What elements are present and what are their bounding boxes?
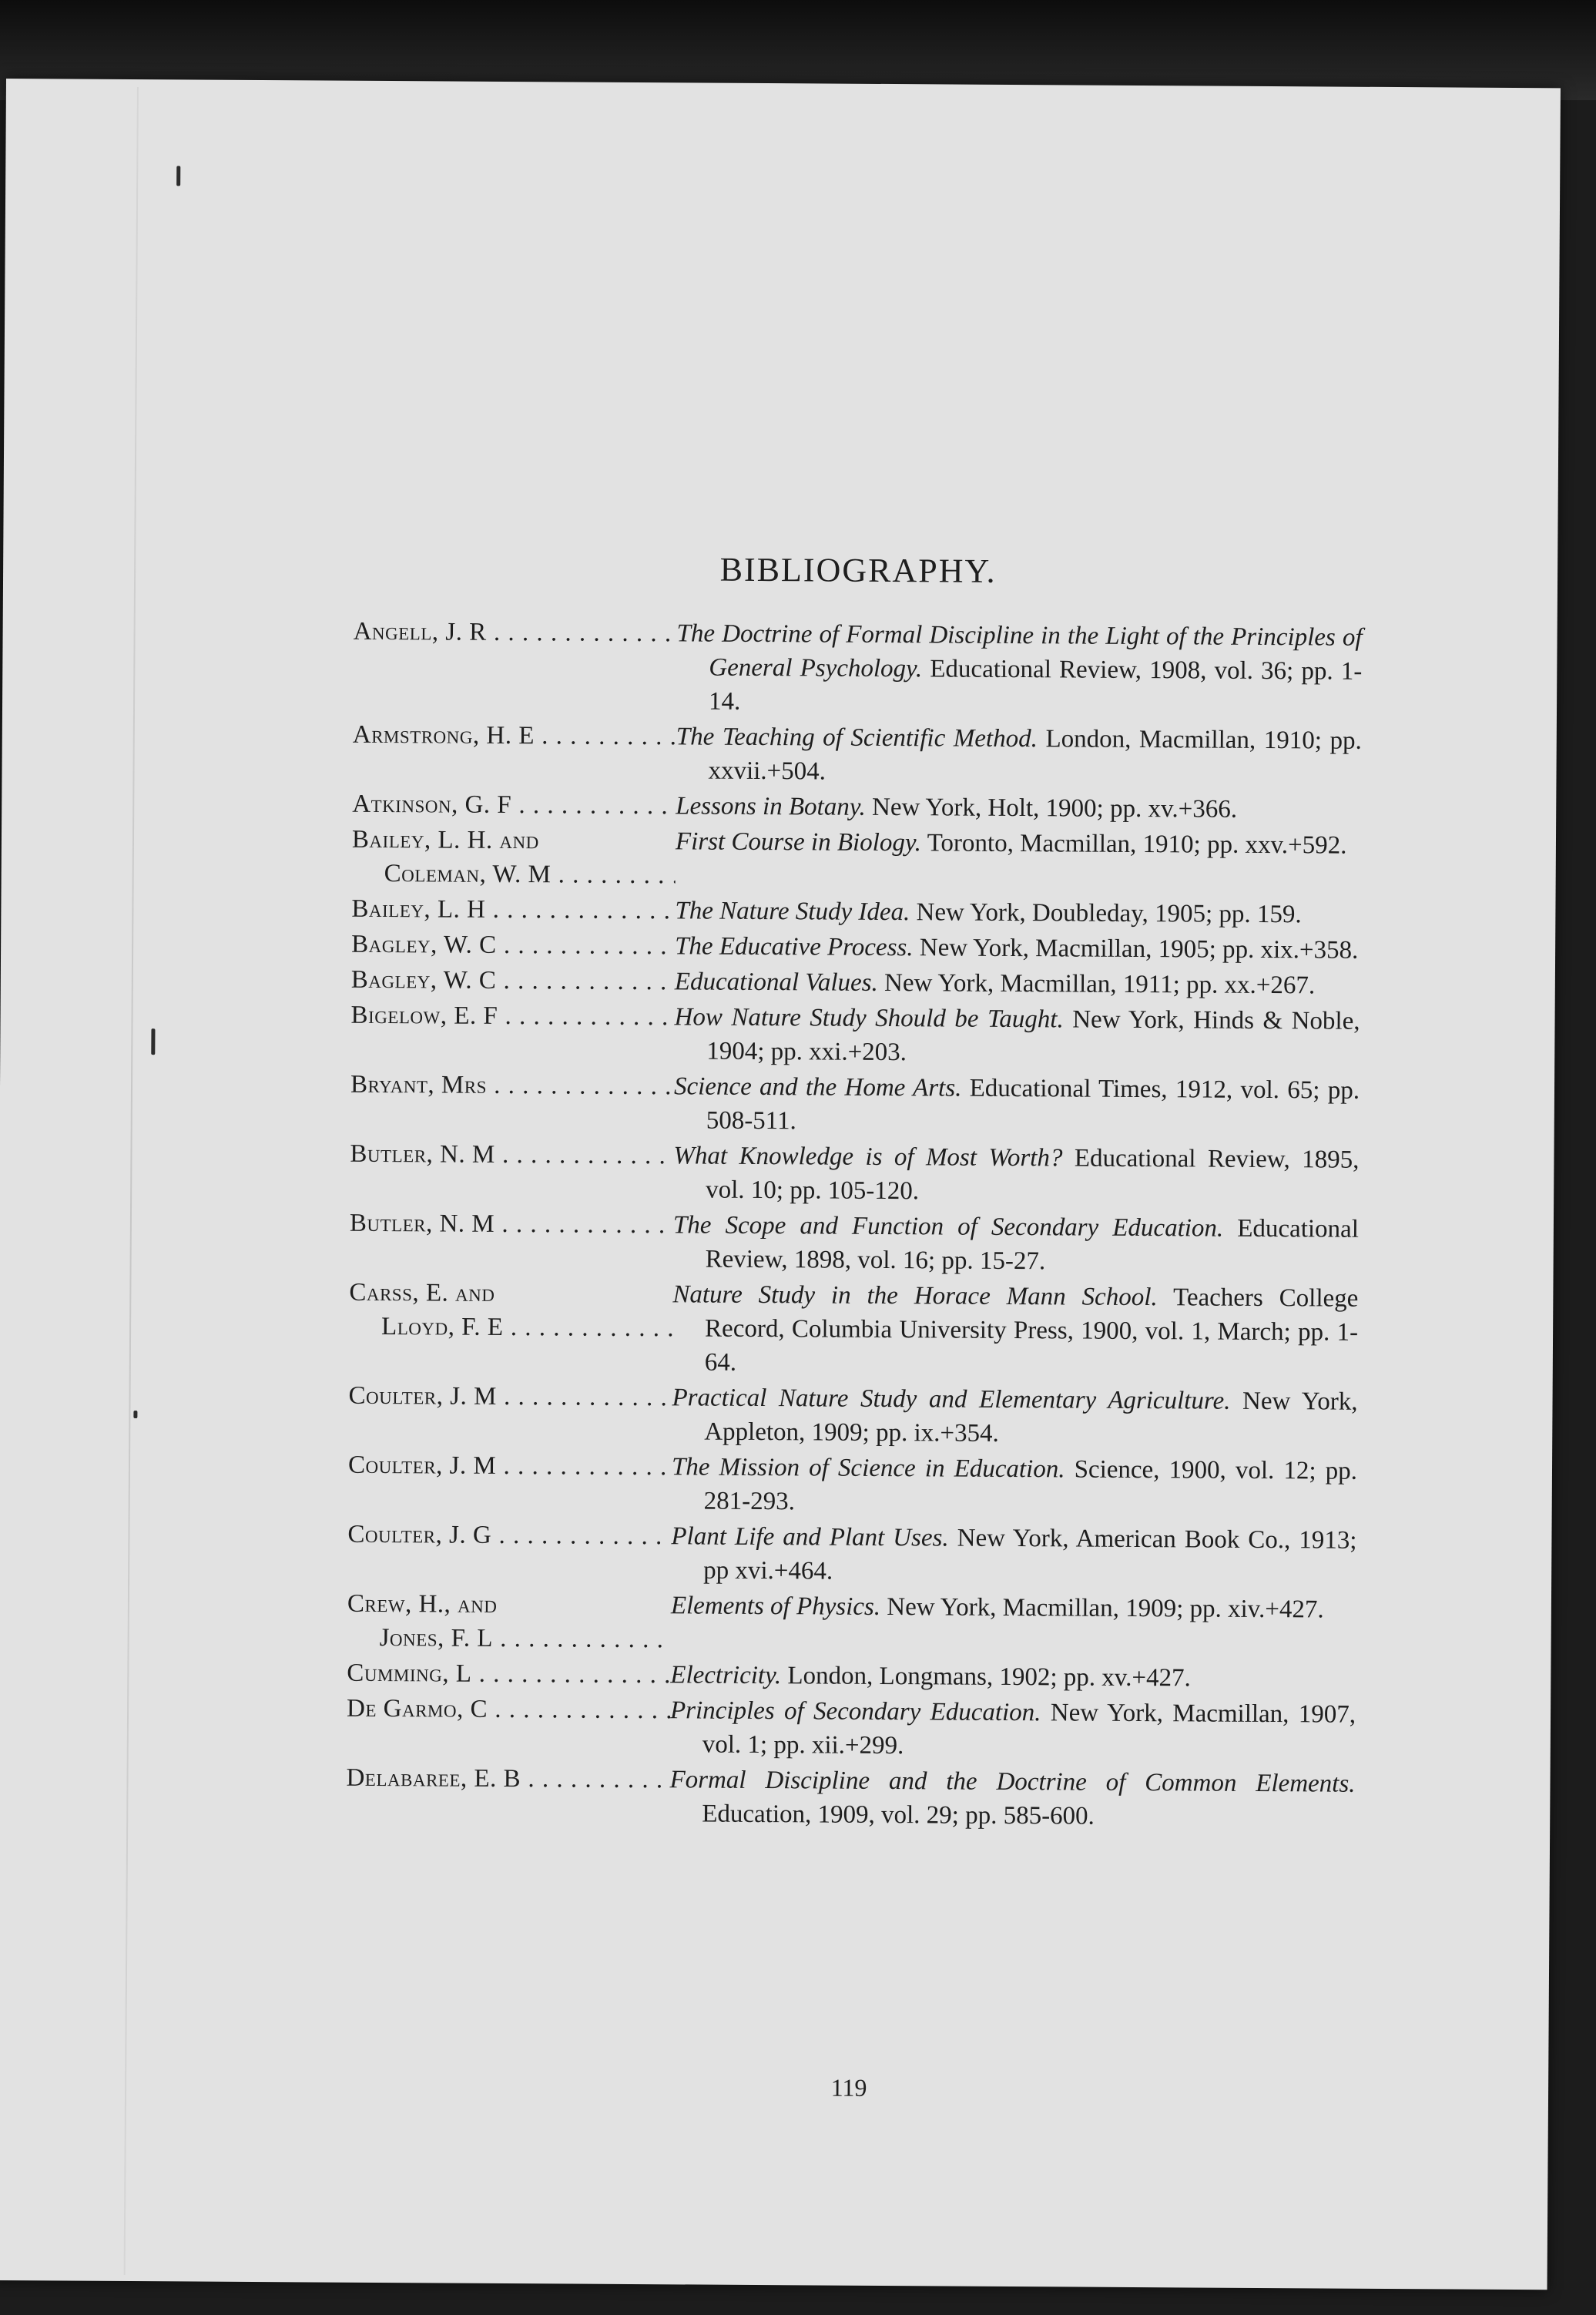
entry-author xyxy=(352,823,676,893)
entry-title: Formal Discipline and the Doctrine of Common Elements. xyxy=(669,1766,1356,1798)
entry-details: Teachers College Record, Columbia University Press, 1900, vol. 1, March; pp. 1-64. xyxy=(704,1283,1359,1377)
author-name: Coulter, J. M . . . xyxy=(348,1448,672,1485)
entry-citation xyxy=(676,789,1361,827)
entry-details: New York, Appleton, 1909; pp. ix.+354. xyxy=(704,1387,1358,1448)
bibliography-entry xyxy=(346,1761,1356,1835)
entry-title: Lessons in Botany. xyxy=(676,792,866,821)
entry-citation xyxy=(670,1693,1356,1765)
entry-author xyxy=(353,615,677,719)
bibliography-content xyxy=(346,472,1363,2102)
entry-citation xyxy=(676,616,1363,722)
bibliography-entry xyxy=(347,1518,1357,1592)
author-name: Butler, N. M . . . xyxy=(350,1206,673,1243)
author-name: Armstrong, H. E . . . xyxy=(353,718,676,754)
book-page xyxy=(0,79,1561,2290)
entry-author xyxy=(348,1448,672,1518)
entry-citation xyxy=(674,1000,1360,1072)
author-name: Cumming, L . . . xyxy=(347,1656,670,1693)
entry-citation xyxy=(676,720,1362,791)
margin-mark xyxy=(151,1028,155,1055)
entry-details: New York, Holt, 1900; pp. xv.+366. xyxy=(871,793,1238,824)
entry-citation xyxy=(675,965,1360,1002)
bibliography-entry xyxy=(351,963,1360,1003)
bibliography-entry xyxy=(348,1379,1358,1453)
entry-title: Science and the Home Arts. xyxy=(673,1072,962,1102)
margin-mark xyxy=(176,166,180,186)
entry-title: Nature Study in the Horace Mann School. xyxy=(672,1280,1158,1312)
entry-title: Elements of Physics. xyxy=(670,1592,881,1621)
entry-citation xyxy=(671,1519,1357,1591)
bibliography-entry xyxy=(351,928,1360,968)
author-name: Bagley, W. C . . . xyxy=(351,928,675,964)
entry-citation xyxy=(671,1589,1357,1660)
entry-citation xyxy=(672,1381,1358,1452)
entry-details: Education, 1909, vol. 29; pp. 585-600. xyxy=(702,1800,1095,1830)
bibliography-entry xyxy=(347,1656,1356,1696)
author-name: Atkinson, G. F . . . xyxy=(352,787,676,824)
author-name: Coleman, W. M . . . xyxy=(352,857,676,893)
bibliography-entry xyxy=(348,1448,1358,1522)
entry-title: The Doctrine of Formal Discipline in the Light of the Principles of General Psychology. xyxy=(676,619,1363,683)
author-name: Bryant, Mrs . . . xyxy=(350,1068,674,1104)
entry-title: Plant Life and Plant Uses. xyxy=(671,1522,949,1552)
bibliography-entry xyxy=(349,1276,1359,1384)
bibliography-entry xyxy=(350,1137,1360,1211)
entry-details: New York, American Book Co., 1913; pp xvi.+464. xyxy=(703,1524,1357,1585)
entry-title: The Scope and Function of Secondary Education. xyxy=(672,1211,1224,1243)
entry-details: Educational Times, 1912, vol. 65; pp. 508-511. xyxy=(706,1074,1360,1136)
entry-citation xyxy=(676,824,1362,896)
entry-author xyxy=(350,1137,674,1207)
bibliography-list xyxy=(346,615,1363,1837)
author-name: Bigelow, E. F . . . xyxy=(350,998,674,1035)
entry-details: New York, Macmillan, 1907, vol. 1; pp. xii.+299. xyxy=(702,1699,1356,1760)
entry-details: New York, Macmillan, 1905; pp. xix.+358. xyxy=(919,934,1359,965)
entry-details: London, Macmillan, 1910; pp. xxvii.+504. xyxy=(708,725,1362,786)
entry-details: Educational Review, 1895, vol. 10; pp. 105-120. xyxy=(706,1144,1360,1206)
entry-details: New York, Macmillan, 1909; pp. xiv.+427. xyxy=(887,1593,1324,1624)
bibliography-entry xyxy=(352,823,1362,897)
author-name: Coulter, J. M . . . xyxy=(348,1379,672,1415)
author-name: Bailey, L. H. and xyxy=(351,825,539,855)
author-name: Jones, F. L . . . xyxy=(347,1621,671,1657)
entry-title: Principles of Secondary Education. xyxy=(669,1696,1041,1727)
entry-title: What Knowledge is of Most Worth? xyxy=(673,1142,1063,1173)
entry-author xyxy=(347,1692,671,1762)
author-name: Bagley, W. C . . . xyxy=(351,963,675,999)
entry-citation xyxy=(669,1763,1356,1834)
entry-author xyxy=(347,1518,672,1588)
bibliography-entry xyxy=(350,998,1360,1072)
author-name: Lloyd, F. E . . . xyxy=(349,1310,672,1346)
entry-author xyxy=(349,1276,673,1380)
entry-citation xyxy=(672,1450,1358,1522)
entry-author xyxy=(351,892,675,928)
entry-citation xyxy=(670,1658,1356,1696)
bibliography-entry xyxy=(351,892,1360,932)
entry-citation xyxy=(674,1069,1360,1141)
author-name: De Garmo, C . . . xyxy=(347,1692,670,1728)
entry-details: Educational Review, 1908, vol. 36; pp. 1-14. xyxy=(708,655,1363,716)
entry-citation xyxy=(673,1139,1360,1210)
entry-details: Science, 1900, vol. 12; pp. 281-293. xyxy=(703,1455,1358,1516)
entry-details: London, Longmans, 1902; pp. xv.+427. xyxy=(787,1662,1191,1693)
page-number: 119 xyxy=(830,2073,867,2102)
margin-mark xyxy=(133,1411,137,1418)
entry-title: First Course in Biology. xyxy=(675,827,922,857)
author-name: Carss, E. and xyxy=(349,1278,495,1307)
page-heading: BIBLIOGRAPHY. xyxy=(719,550,997,590)
entry-details: Toronto, Macmillan, 1910; pp. xxv.+592. xyxy=(927,829,1347,860)
author-name: Butler, N. M . . . xyxy=(350,1137,673,1173)
author-name: Bailey, L. H . . . xyxy=(351,892,675,928)
entry-title: The Teaching of Scientific Method. xyxy=(676,723,1038,753)
entry-author xyxy=(352,718,676,788)
entry-author xyxy=(352,787,676,824)
entry-title: The Educative Process. xyxy=(675,932,914,962)
entry-title: How Nature Study Should be Taught. xyxy=(674,1003,1064,1034)
entry-title: Educational Values. xyxy=(674,968,878,997)
bibliography-entry xyxy=(347,1587,1357,1661)
page-fold-shadow xyxy=(124,87,139,2275)
entry-details: New York, Doubleday, 1905; pp. 159. xyxy=(916,898,1302,929)
entry-title: The Nature Study Idea. xyxy=(675,897,910,927)
author-name: Delabaree, E. B . . . xyxy=(346,1761,669,1797)
entry-title: Practical Nature Study and Elementary Agriculture. xyxy=(672,1384,1231,1415)
entry-citation xyxy=(672,1277,1359,1383)
bibliography-entry xyxy=(352,718,1362,792)
entry-citation xyxy=(675,929,1360,967)
entry-title: The Mission of Science in Education. xyxy=(671,1453,1065,1484)
author-name: Angell, J. R . . . xyxy=(353,615,676,651)
entry-citation xyxy=(675,894,1360,931)
entry-author xyxy=(350,998,675,1069)
entry-author xyxy=(350,1068,675,1138)
bibliography-entry xyxy=(350,1068,1360,1142)
entry-details: Educational Review, 1898, vol. 16; pp. 15-27. xyxy=(705,1214,1360,1276)
entry-author xyxy=(350,1206,674,1277)
bibliography-entry xyxy=(352,787,1361,827)
entry-author xyxy=(347,1587,672,1657)
author-name: Crew, H., and xyxy=(347,1589,498,1619)
entry-citation xyxy=(673,1208,1360,1280)
entry-author xyxy=(351,928,675,964)
bibliography-entry xyxy=(347,1692,1356,1766)
entry-author xyxy=(347,1656,670,1693)
entry-details: New York, Macmillan, 1911; pp. xx.+267. xyxy=(884,968,1316,1000)
entry-author xyxy=(351,963,675,999)
entry-title: Electricity. xyxy=(670,1661,782,1690)
entry-author xyxy=(346,1761,670,1831)
bibliography-entry xyxy=(350,1206,1360,1280)
entry-details: New York, Hinds & Noble, 1904; pp. xxi.+203. xyxy=(706,1005,1360,1067)
author-name: Coulter, J. G . . . xyxy=(347,1518,671,1554)
bibliography-entry xyxy=(353,615,1363,723)
entry-author xyxy=(348,1379,672,1449)
